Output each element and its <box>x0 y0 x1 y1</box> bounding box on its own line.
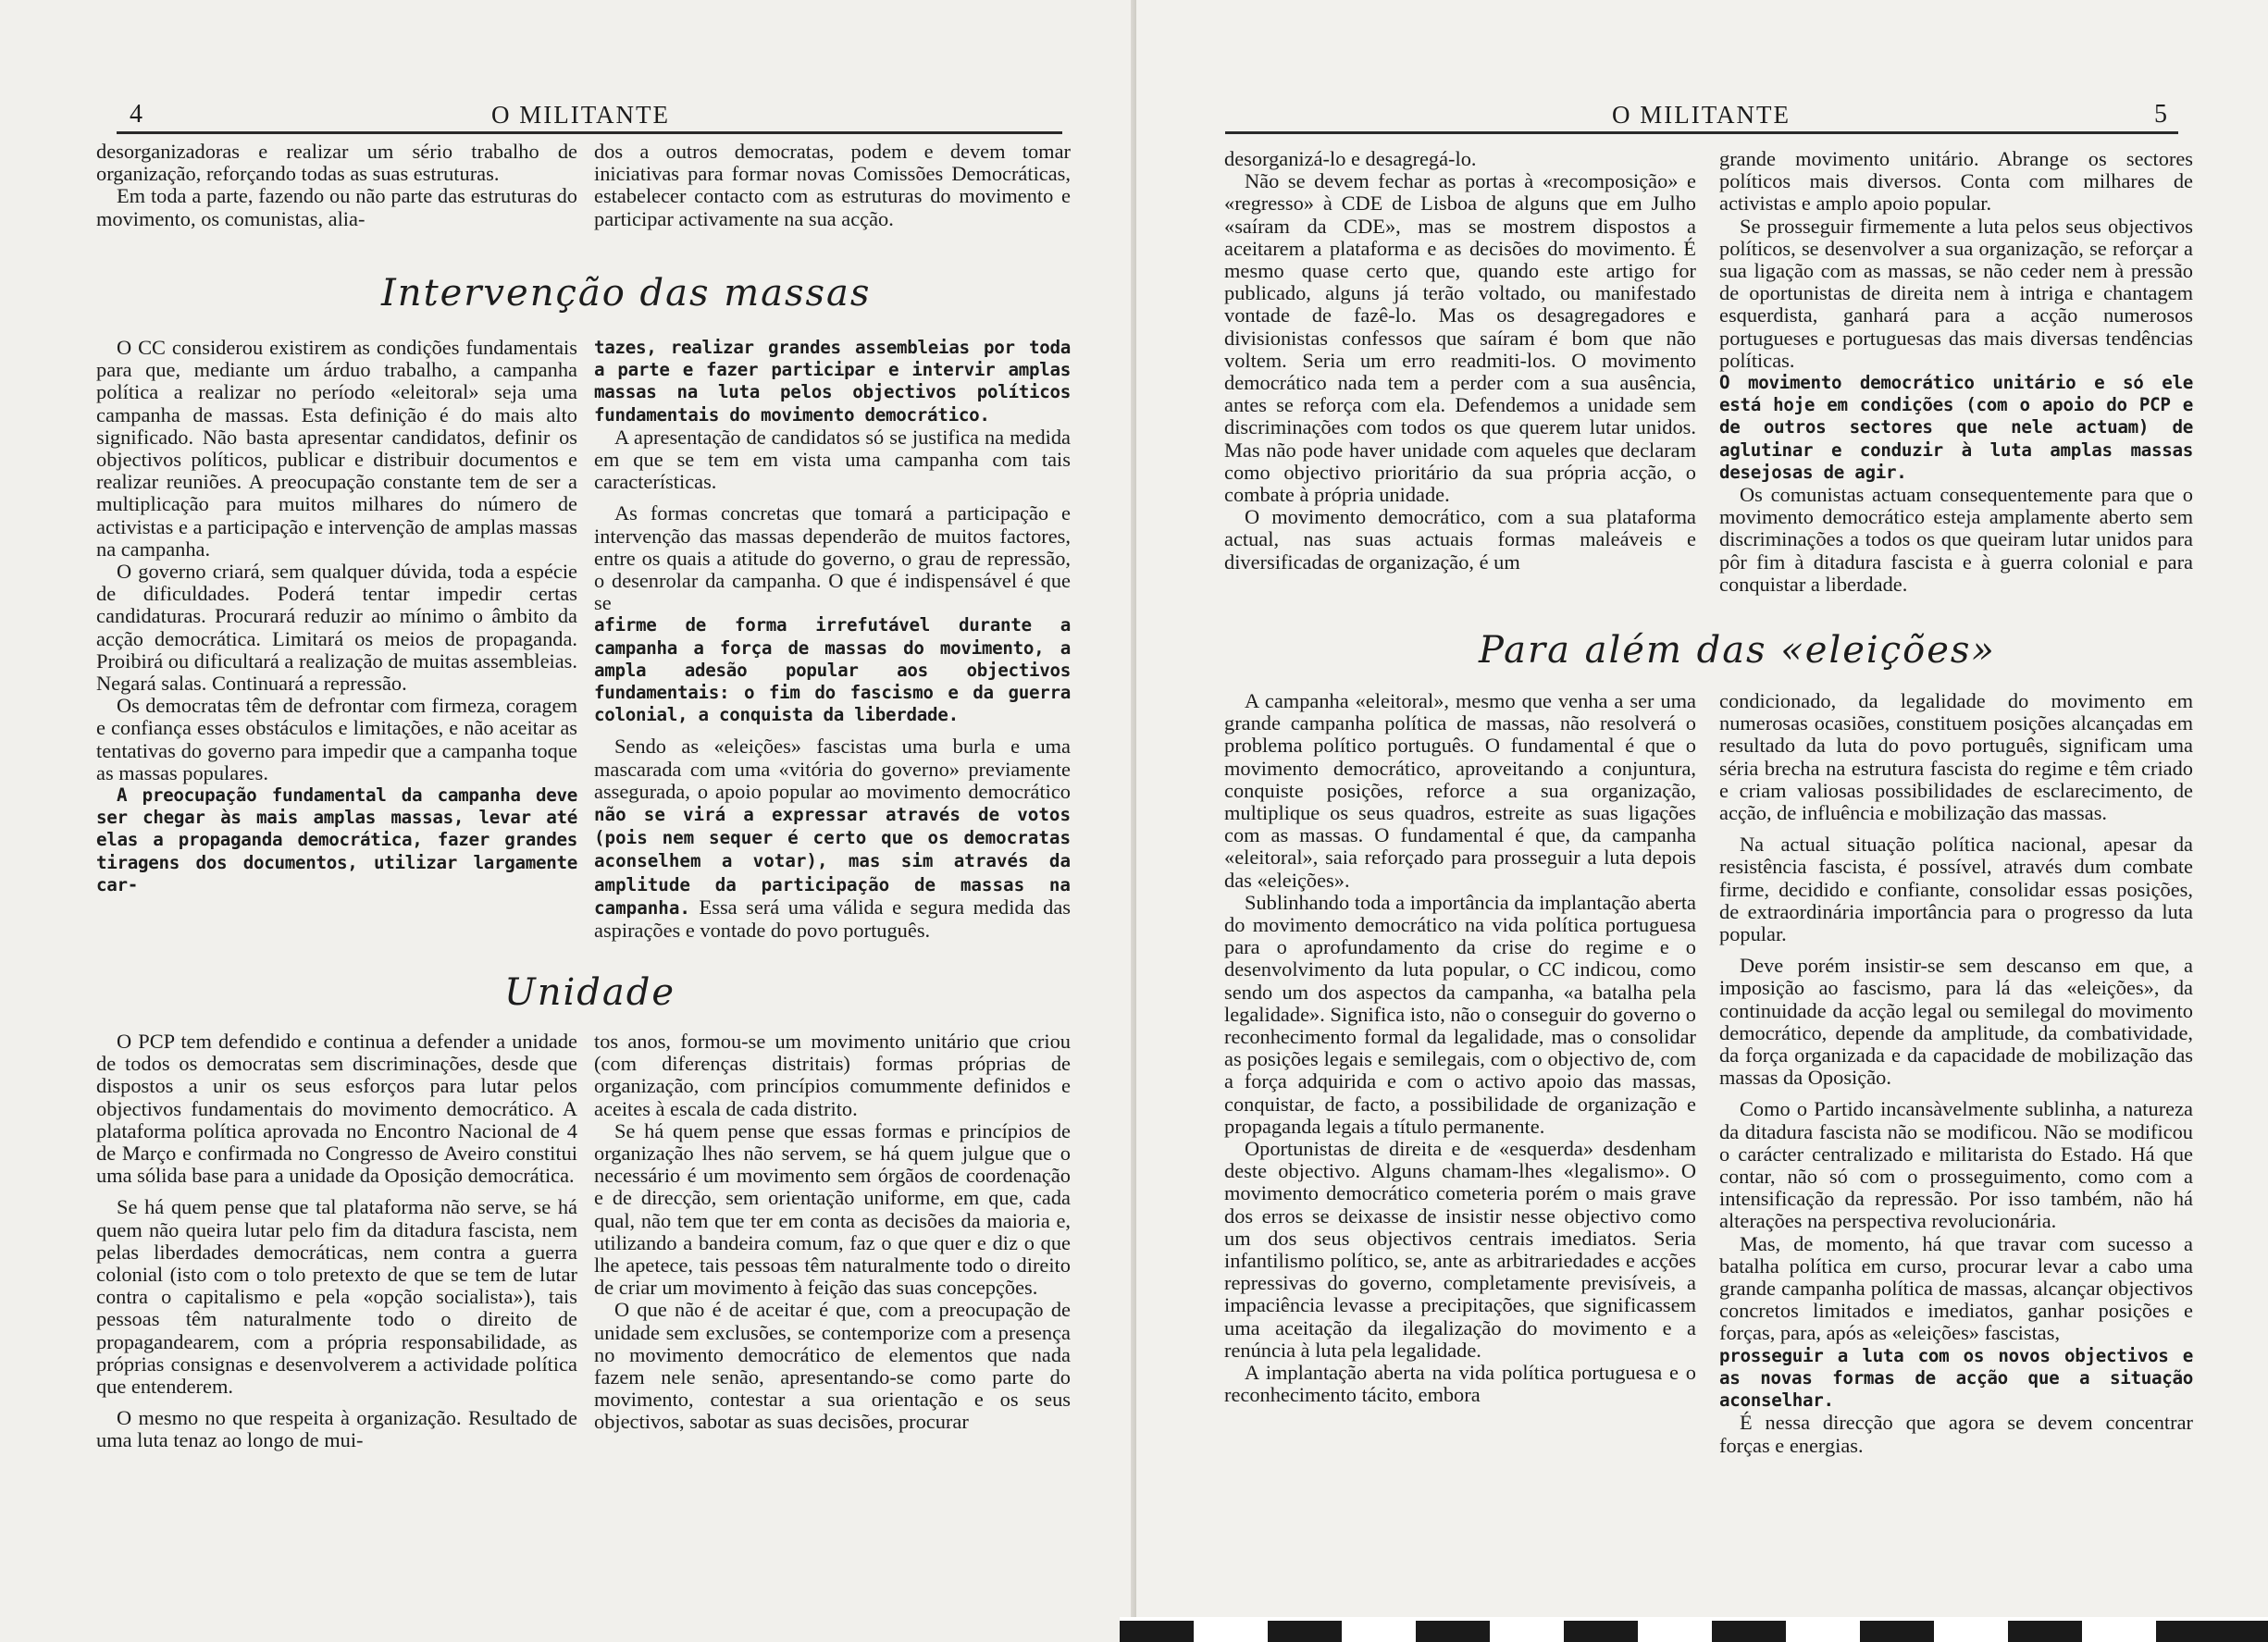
right-col2-top <box>1719 148 2193 596</box>
heading-unidade: Unidade <box>504 971 675 1014</box>
right-page-header <box>1225 100 2178 134</box>
paragraph: As formas concretas que tomará a participação e intervenção das massas dependerão de muitos factores, entre os quais a atitude do governo, o grau de repressão, o desenrolar da campanha. O que é indispensável é que se <box>594 501 1071 615</box>
running-title-right: O MILITANTE <box>1612 101 1791 129</box>
paragraph: Não se devem fechar as portas à «recomposição» e «regresso» à CDE de Lisboa de alguns que em Julho «saíram da CDE», mas se mostrem dispostos a aceitarem a plataforma e as decisões do movimento. É mesmo quase certo que, quando este artigo for publicado, alguns já terão voltado, ou manifestado vontade de fazê-lo. Mas os desagregadores e divisionistas confessos que saíram é bom que não voltem. Seria um erro readmiti-los. O movimento democrático nada tem a perder com a sua ausência, antes se reforça com ela. Defendemos a unidade sem discriminações com todos os que querem lutar unidos. Mas não pode haver unidade com aqueles que declaram como objectivo prioritário da sua própria acção, o combate à própria unidade. <box>1224 169 1696 507</box>
right-col1-bottom <box>1224 690 1696 1407</box>
paragraph: A implantação aberta na vida política portuguesa e o reconhecimento tácito, embora <box>1224 1361 1696 1407</box>
left-col1-top <box>96 141 577 230</box>
paragraph: grande movimento unitário. Abrange os sectores políticos mais diversos. Conta com milhares de activistas e amplo apoio popular. <box>1719 147 2193 216</box>
scale-segment <box>1712 1621 1786 1642</box>
bold-paragraph: tazes, realizar grandes assembleias por toda a parte e fazer participar e intervir amplas massas na luta pelos objectivos políticos fundamentais do movimento democrático. <box>594 337 1071 426</box>
heading-intervencao: Intervenção das massas <box>381 272 872 315</box>
page-number-right: 5 <box>2154 100 2169 129</box>
paragraph: tos anos, formou-se um movimento unitário que criou (com diferenças distritais) formas próprias de organização, com princípios comummente definidos e aceites à escala de cada distrito. <box>594 1030 1071 1120</box>
left-col2-top <box>594 141 1071 230</box>
scale-segment <box>1860 1621 1934 1642</box>
scale-segment <box>1120 1621 1194 1642</box>
paragraph: Mas, de momento, há que travar com sucesso a batalha política em curso, procurar levar a cabo uma grande campanha política de massas, alcançar objectivos concretos limitados e imediatos, ganhar posições e forças, para, após as «eleições» fascistas, <box>1719 1231 2193 1345</box>
paragraph <box>594 735 1071 942</box>
paragraph: Sublinhando toda a importância da implantação aberta do movimento democrático na vida política portuguesa para o aprofundamento da crise do regime e o desenvolvimento da luta popular, o CC indicou, como sendo um dos aspectos da campanha, «a batalha pela legalidade». Significa isto, não o conseguir do governo o reconhecimento formal da legalidade, mas o consolidar as posições legais e semilegais, com o objectivo de, com a força adquirida e com o activo apoio das massas, conquistar, de facto, a possibilidade de organização e propaganda legais a título permanente. <box>1224 890 1696 1138</box>
right-page <box>1136 0 2268 1642</box>
scale-segment <box>1786 1621 1860 1642</box>
paragraph: O que não é de aceitar é que, com a preocupação de unidade sem exclusões, se contemporize com a presença no movimento democrático de elementos que nada fazem nele senão, apresentando-se como parte do movimento, contestar a sua orientação e os seus objectivos, sabotar as suas decisões, procurar <box>594 1298 1071 1434</box>
heading-para-alem: Para além das «eleições» <box>1479 629 1996 672</box>
bold-paragraph: prosseguir a luta com os novos objectivos e as novas formas de acção que a situação aconselhar. <box>1719 1344 2193 1412</box>
page-number-left: 4 <box>130 100 144 129</box>
paragraph: Os democratas têm de defrontar com firmeza, coragem e confiança esses obstáculos e limitações, e não aceitar as tentativas do governo para impedir que a campanha toque as massas populares. <box>96 694 577 784</box>
scale-segment <box>2156 1621 2268 1642</box>
paragraph: Como o Partido incansàvelmente sublinha, a natureza da ditadura fascista não se modificou. Não se modificou o carácter centralizado e militarista do Estado. Há que contar, não só com o prosseguimento, como com a intensificação da repressão. Por isso também, não há alterações na perspectiva revolucionária. <box>1719 1097 2193 1233</box>
scale-segment <box>2082 1621 2156 1642</box>
scale-segment <box>1342 1621 1416 1642</box>
paragraph: A campanha «eleitoral», mesmo que venha a ser uma grande campanha política de massas, não resolverá o problema político português. O fundamental é que o movimento democrático, aproveitando a conjuntura, conquiste posições, reforce a sua organização, multiplique os seus quadros, estreite as suas ligações com as massas. O fundamental é que, da campanha «eleitoral», saia reforçado para prosseguir a luta depois das «eleições». <box>1224 689 1696 892</box>
left-col1-mid <box>96 337 577 896</box>
paragraph: condicionado, da legalidade do movimento em numerosas ocasiões, constituem posições alcançadas em resultado da luta do povo português, significam uma séria brecha na estrutura fascista do regime e têm criado e criam valiosas possibilidades de esclarecimento, de acção, de influência e mobilização das massas. <box>1719 689 2193 825</box>
paragraph: Oportunistas de direita e de «esquerda» desdenham deste objectivo. Alguns chamam-lhes «legalismo». O movimento democrático cometeria porém o mais grave dos erros se deixasse de insistir nesse objectivo como um dos seus objectivos centrais imediatos. Seria infantilismo político, se, ante as arbitrariedades e acções repressivas do governo, completamente previsíveis, a impaciência levasse a precipitações, que significassem uma aceitação da ilegalização do movimento e a renúncia à luta pela legalidade. <box>1224 1137 1696 1362</box>
paragraph: Se prosseguir firmemente a luta pelos seus objectivos políticos, se desenvolver a sua organização, se reforçar a sua ligação com as massas, se não ceder nem à pressão de oportunistas de direita nem à intriga e chantagem esquerdista, ganhará para a acção numerosos portugueses e portuguesas das mais diversas tendências políticas. <box>1719 214 2193 372</box>
scale-segment <box>1564 1621 1638 1642</box>
paragraph: Se há quem pense que essas formas e princípios de organização lhes não servem, se há quem julgue que o necessário é um movimento sem órgãos de coordenação e de direcção, sem orientação uniforme, em que, cada qual, não tem que ter em conta as decisões da maioria e, utilizando a bandeira comum, faz o que quer e diz o que lhe apetece, tais pessoas têm naturalmente todo o direito de criar um movimento à feição das suas concepções. <box>594 1118 1071 1300</box>
paragraph: desorganizá-lo e desagregá-lo. <box>1224 147 1477 170</box>
scale-segment <box>1194 1621 1268 1642</box>
paragraph: Os comunistas actuam consequentemente para que o movimento democrático esteja amplamente aberto sem discriminações a todos os que queiram lutar unidos para pôr fim à ditadura fascista e à guerra colonial e para conquistar a liberdade. <box>1719 483 2193 596</box>
bold-paragraph: A preocupação fundamental da campanha deve ser chegar às mais amplas massas, levar até elas a propaganda democrática, fazer grandes tiragens dos documentos, utilizar largamente car- <box>96 784 577 895</box>
paragraph-part: Essa será uma válida e segura medida das aspirações e vontade do povo português. <box>594 895 1071 943</box>
scale-segment <box>1490 1621 1564 1642</box>
paragraph: A apresentação de candidatos só se justifica na medida em que se tem em vista uma campanha com tais características. <box>594 425 1071 494</box>
right-col1-top <box>1224 148 1696 574</box>
paragraph: O CC considerou existirem as condições fundamentais para que, mediante um árduo trabalho, a campanha política a realizar no período «eleitoral» seja uma campanha de massas. Esta definição é do mais alto significado. Não basta apresentar candidatos, definir os objectivos políticos, publicar e distribuir documentos e realizar reuniões. A preocupação constante tem de ser a multiplicação para muitos milhares do número de activistas e a participação e intervenção de amplas massas na campanha. <box>96 336 577 561</box>
bold-paragraph: afirme de forma irrefutável durante a campanha a força de massas do movimento, a ampla adesão popular aos objectivos fundamentais: o fim do fascismo e da guerra colonial, a conquista da liberdade. <box>594 614 1071 726</box>
scale-segment <box>1268 1621 1342 1642</box>
paragraph: O PCP tem defendido e continua a defender a unidade de todos os democratas sem discriminações, desde que dispostos a unir os seus esforços para lutar pelos objectivos fundamentais do movimento democrático. A plataforma política aprovada no Encontro Nacional de 4 de Março e confirmada no Congresso de Aveiro constitui uma sólida base para a unidade da Oposição democrática. <box>96 1030 577 1188</box>
right-col2-bottom <box>1719 690 2193 1457</box>
paragraph: Em toda a parte, fazendo ou não parte das estruturas do movimento, os comunistas, alia- <box>96 184 577 230</box>
left-page-header <box>117 100 1062 134</box>
scale-segment <box>2008 1621 2082 1642</box>
left-col1-bottom <box>96 1031 577 1452</box>
paragraph-part: Sendo as «eleições» fascistas uma burla e uma mascarada com uma «vitória do governo» previamente assegurada, o apoio popular ao movimento democrático <box>594 735 1071 803</box>
left-col2-mid <box>594 337 1071 942</box>
paragraph: O governo criará, sem qualquer dúvida, toda a espécie de dificuldades. Poderá tentar impedir certas candidaturas. Procurará reduzir ao mínimo o âmbito da acção democrática. Limitará os meios de propaganda. Proibirá ou dificultará a realização de muitas assembleias. Negará salas. Continuará a repressão. <box>96 560 577 696</box>
scale-segment <box>1638 1621 1712 1642</box>
paragraph: desorganizadoras e realizar um sério trabalho de organização, reforçando todas as suas estruturas. <box>96 140 577 186</box>
running-title-left: O MILITANTE <box>491 101 671 129</box>
paragraph: Deve porém insistir-se sem descanso em que, a imposição ao fascismo, para lá das «eleições», da continuidade da acção legal ou semilegal do movimento democrático, depende da amplitude, da combatividade, da força organizada e da capacidade de mobilização das massas da Oposição. <box>1719 954 2193 1090</box>
paragraph: Se há quem pense que tal plataforma não serve, se há quem não queira lutar pelo fim da ditadura fascista, nem pelas liberdades democráticas, nem contra a guerra colonial (isto com o tolo pretexto de que se tem de lutar contra o capitalismo e pela «opção socialista»), tais pessoas têm naturalmente todo o direito de propagandearem, com a própria responsabilidade, as próprias consignas e desenvolverem a actividade política que entenderem. <box>96 1195 577 1399</box>
paragraph: É nessa direcção que agora se devem concentrar forças e energias. <box>1719 1411 2193 1457</box>
left-col2-bottom <box>594 1031 1071 1434</box>
paragraph: dos a outros democratas, podem e devem tomar iniciativas para formar novas Comissões Democráticas, estabelecer contacto com as estruturas do movimento e participar activamente na sua acção. <box>594 140 1071 230</box>
paragraph: O mesmo no que respeita à organização. Resultado de uma luta tenaz ao longo de mui- <box>96 1406 577 1452</box>
scan-scale-bar <box>1120 1617 2268 1642</box>
paragraph: O movimento democrático, com a sua plataforma actual, nas suas actuais formas maleáveis e diversificadas de organização, é um <box>1224 505 1696 574</box>
bold-run: não se virá a expressar através de votos (pois nem sequer é certo que os democratas aconselhem a votar), mas sim através da amplitude da participação de massas na campanha. <box>594 804 1071 919</box>
scale-segment <box>1934 1621 2008 1642</box>
bold-paragraph: O movimento democrático unitário e só ele está hoje em condições (com o apoio do PCP e de outros sectores que nele actuam) de aglutinar e conduzir à luta amplas massas desejosas de agir. <box>1719 372 2193 483</box>
paragraph: Na actual situação política nacional, apesar da resistência fascista, é possível, através dum combate firme, decidido e confiante, consolidar essas posições, de extraordinária importância para o progresso da luta popular. <box>1719 833 2193 946</box>
scale-segment <box>1416 1621 1490 1642</box>
